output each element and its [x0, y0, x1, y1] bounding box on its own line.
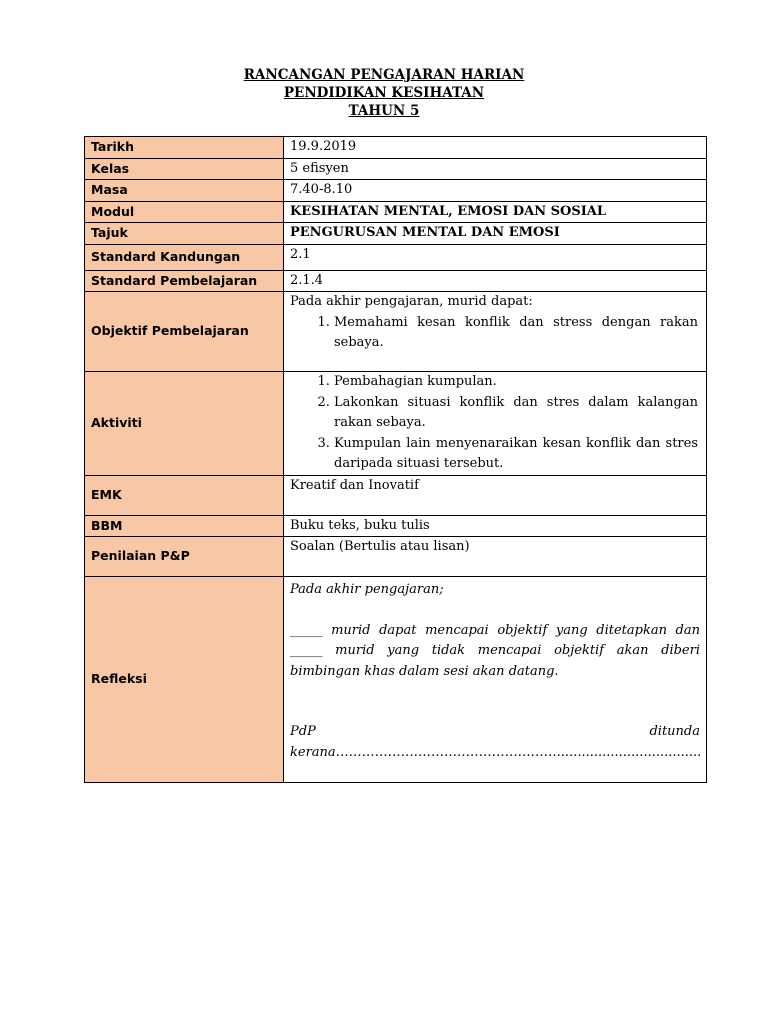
- label-bbm: BBM: [85, 515, 284, 537]
- label-tajuk: Tajuk: [85, 223, 284, 245]
- table-row-refleksi: [85, 577, 707, 783]
- objektif-intro: Pada akhir pengajaran, murid dapat:: [290, 294, 533, 309]
- table-row-tarikh: [85, 137, 707, 159]
- label-standard-pembelajaran: Standard Pembelajaran: [85, 270, 284, 292]
- label-emk: EMK: [85, 475, 284, 515]
- label-penilaian: Penilaian P&P: [85, 537, 284, 577]
- table-row-tajuk: [85, 223, 707, 245]
- table-row-aktiviti: [85, 372, 707, 476]
- value-kelas: 5 efisyen: [284, 158, 707, 180]
- refleksi-kerana: kerana……………………………………………...................................: [290, 744, 702, 760]
- label-tarikh: Tarikh: [85, 137, 284, 159]
- table-row-modul: [85, 201, 707, 223]
- value-refleksi: [284, 577, 707, 783]
- title-line-3: TAHUN 5: [348, 103, 420, 119]
- value-objektif: [284, 292, 707, 372]
- label-masa: Masa: [85, 180, 284, 202]
- table-row-masa: [85, 180, 707, 202]
- table-row-bbm: [85, 515, 707, 537]
- list-item: 2. Lakonkan situasi konflik dan stres dalam kalangan rakan sebaya.: [334, 393, 700, 434]
- refleksi-pdp-line: [290, 722, 700, 743]
- refleksi-line-2: _____ murid dapat mencapai objektif yang ditetapkan dan _____ murid yang tidak mencapai objektif akan diberi bimbingan khas dalam sesi akan datang.: [290, 622, 700, 679]
- list-item: 1. Pembahagian kumpulan.: [334, 372, 700, 393]
- value-aktiviti: [284, 372, 707, 476]
- table-row-standard-kandungan: [85, 244, 707, 270]
- value-penilaian: Soalan (Bertulis atau lisan): [284, 537, 707, 577]
- label-objektif: Objektif Pembelajaran: [85, 292, 284, 372]
- list-item: 1. Memahami kesan konflik dan stress dengan rakan sebaya.: [334, 313, 700, 354]
- value-masa: 7.40-8.10: [284, 180, 707, 202]
- label-kelas: Kelas: [85, 158, 284, 180]
- value-bbm: Buku teks, buku tulis: [284, 515, 707, 537]
- label-modul: Modul: [85, 201, 284, 223]
- table-row-penilaian: [85, 537, 707, 577]
- title-line-1: RANCANGAN PENGAJARAN HARIAN: [243, 67, 525, 83]
- list-item: 3. Kumpulan lain menyenaraikan kesan konflik dan stres daripada situasi tersebut.: [334, 434, 700, 475]
- table-row-kelas: [85, 158, 707, 180]
- value-standard-pembelajaran: 2.1.4: [284, 270, 707, 292]
- lesson-plan-table: [84, 136, 707, 783]
- objektif-list: [290, 313, 700, 354]
- document-title: [0, 66, 768, 120]
- table-row-objektif: [85, 292, 707, 372]
- value-tajuk: PENGURUSAN MENTAL DAN EMOSI: [284, 223, 707, 245]
- refleksi-pdp: PdP: [290, 724, 316, 739]
- table-row-emk: [85, 475, 707, 515]
- aktiviti-list: [290, 372, 700, 475]
- value-emk: Kreatif dan Inovatif: [284, 475, 707, 515]
- value-modul: KESIHATAN MENTAL, EMOSI DAN SOSIAL: [284, 201, 707, 223]
- refleksi-ditunda: ditunda: [649, 724, 700, 739]
- title-line-2: PENDIDIKAN KESIHATAN: [283, 85, 485, 101]
- value-tarikh: 19.9.2019: [284, 137, 707, 159]
- label-standard-kandungan: Standard Kandungan: [85, 244, 284, 270]
- label-refleksi: Refleksi: [85, 577, 284, 783]
- label-aktiviti: Aktiviti: [85, 372, 284, 476]
- refleksi-line-1: Pada akhir pengajaran;: [290, 582, 444, 597]
- value-standard-kandungan: 2.1: [284, 244, 707, 270]
- table-row-standard-pembelajaran: [85, 270, 707, 292]
